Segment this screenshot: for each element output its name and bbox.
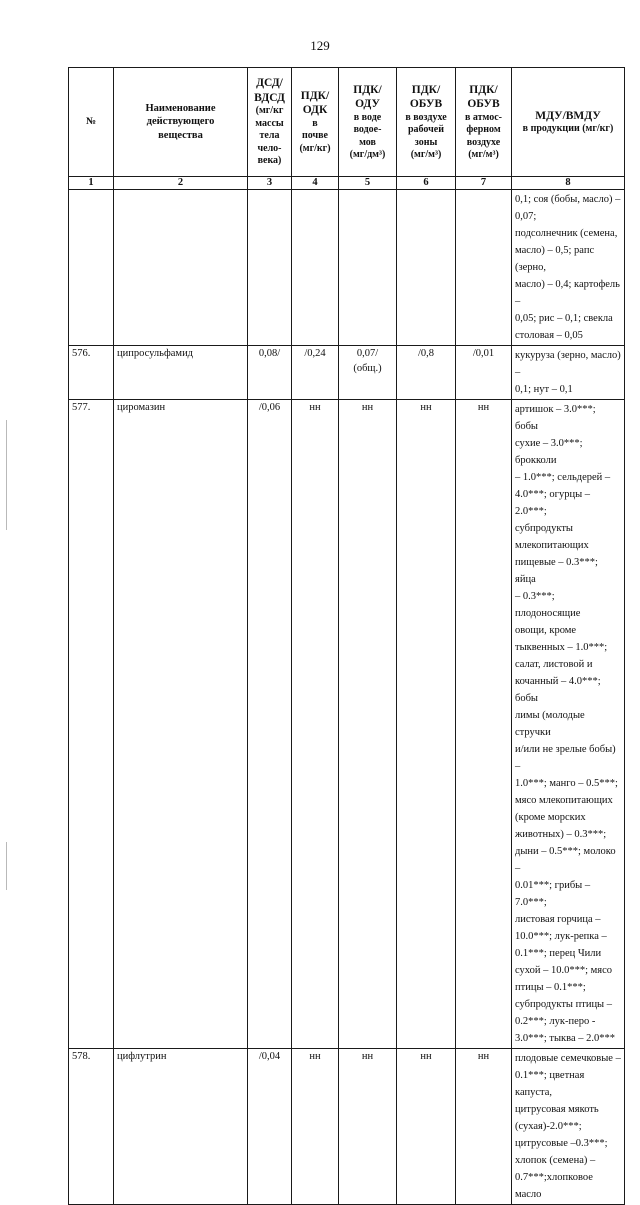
mdu-line: столовая – 0,05 xyxy=(515,330,583,342)
mdu-line: салат, листовой и xyxy=(515,659,593,671)
dsd-value: /0,04 xyxy=(248,1049,292,1205)
mdu-line: кочанный – 4.0***; бобы xyxy=(515,676,601,705)
mdu-line: дыни – 0.5***; молоко – xyxy=(515,846,616,875)
mdu-line: 0.01***; грибы – 7.0***; xyxy=(515,880,591,909)
dsd-value xyxy=(248,190,292,346)
pdk-water-note: (общ.) xyxy=(353,362,382,374)
mdu-line: и/или не зрелые бобы) – xyxy=(515,744,616,773)
mdu-line: сухие – 3.0***; брокколи xyxy=(515,438,583,467)
mdu-line: (кроме морских xyxy=(515,812,586,824)
mdu-line: овощи, кроме xyxy=(515,625,577,637)
column-number: 4 xyxy=(292,177,339,190)
page-number: 129 xyxy=(310,38,330,53)
mdu-line: цитрусовые –0.3***; xyxy=(515,1138,608,1150)
mdu-line: птицы – 0.1***; xyxy=(515,982,586,994)
mdu-line: артишок – 3.0***; бобы xyxy=(515,404,596,433)
header-mdu-products: МДУ/ВМДУ в продукции (мг/кг) xyxy=(512,68,625,177)
column-number: 1 xyxy=(69,177,114,190)
dsd-value: /0,06 xyxy=(248,400,292,1049)
column-number: 7 xyxy=(456,177,512,190)
mdu-line: 10.0***; лук-репка – xyxy=(515,931,607,943)
pdk-soil-value: нн xyxy=(292,1049,339,1205)
mdu-line: субпродукты птицы – xyxy=(515,999,612,1011)
pdk-atmospheric-air-value: нн xyxy=(456,1049,512,1205)
scan-edge-mark xyxy=(6,842,7,890)
mdu-line: 0.7***;хлопковое масло xyxy=(515,1172,593,1201)
column-number: 3 xyxy=(248,177,292,190)
header-pdk-soil: ПДК/ ОДК в почве (мг/кг) xyxy=(292,68,339,177)
dsd-value: 0,08/ xyxy=(248,346,292,400)
column-number: 2 xyxy=(114,177,248,190)
table-row xyxy=(69,346,625,400)
pdk-workzone-air-value: /0,8 xyxy=(397,346,456,400)
mdu-products-value xyxy=(512,1049,625,1205)
pdk-soil-value xyxy=(292,190,339,346)
mdu-line: 4.0***; огурцы – 2.0***; xyxy=(515,489,591,518)
mdu-products-value xyxy=(512,400,625,1049)
pdk-water-value: нн xyxy=(339,400,397,1049)
header-pdk-atmospheric-air: ПДК/ ОБУВ в атмос- ферном воздухе (мг/м³) xyxy=(456,68,512,177)
mdu-line: 0,1; соя (бобы, масло) – xyxy=(515,194,621,206)
mdu-line: – 0.3***; плодоносящие xyxy=(515,591,581,620)
scan-edge-mark xyxy=(6,420,7,530)
pdk-atmospheric-air-value: нн xyxy=(456,400,512,1049)
mdu-line: (сухая)-2.0***; xyxy=(515,1121,582,1133)
mdu-line: 0,1; нут – 0,1 xyxy=(515,384,573,396)
header-pdk-workzone-air: ПДК/ ОБУВ в воздухе рабочей зоны (мг/м³) xyxy=(397,68,456,177)
mdu-line: масло) – 0,5; рапс (зерно, xyxy=(515,245,595,274)
header-num: № xyxy=(69,68,114,177)
mdu-line: млекопитающих xyxy=(515,540,589,552)
pdk-water-value xyxy=(339,190,397,346)
substance-name: ципросульфамид xyxy=(114,346,248,400)
row-number: 576. xyxy=(69,346,114,400)
mdu-line: пищевые – 0.3***; яйца xyxy=(515,557,598,586)
mdu-line: сухой – 10.0***; мясо xyxy=(515,965,613,977)
mdu-line: 0,07; xyxy=(515,211,537,223)
pdk-water-value: 0,07/ (общ.) xyxy=(339,346,397,400)
mdu-line: подсолнечник (семена, xyxy=(515,228,618,240)
row-number xyxy=(69,190,114,346)
mdu-line: мясо млекопитающих xyxy=(515,795,613,807)
mdu-line: 0.1***; перец Чили xyxy=(515,948,602,960)
pdk-workzone-air-value xyxy=(397,190,456,346)
mdu-line: субпродукты xyxy=(515,523,573,535)
mdu-line: цитрусовая мякоть xyxy=(515,1104,599,1116)
row-number: 577. xyxy=(69,400,114,1049)
column-number: 6 xyxy=(397,177,456,190)
substance-name: циромазин xyxy=(114,400,248,1049)
pdk-workzone-air-value: нн xyxy=(397,1049,456,1205)
mdu-line: животных) – 0.3***; xyxy=(515,829,607,841)
substance-name: цифлутрин xyxy=(114,1049,248,1205)
pdk-soil-value: /0,24 xyxy=(292,346,339,400)
mdu-line: листовая горчица – xyxy=(515,914,601,926)
mdu-line: 0.2***; лук-перо - xyxy=(515,1016,596,1028)
pdk-soil-value: нн xyxy=(292,400,339,1049)
table-row xyxy=(69,1049,625,1205)
mdu-line: плодовые семечковые – xyxy=(515,1053,621,1065)
pdk-atmospheric-air-value: /0,01 xyxy=(456,346,512,400)
header-dsd: ДСД/ ВДСД (мг/кг массы тела чело- века) xyxy=(248,68,292,177)
column-number-row xyxy=(69,177,625,190)
mdu-line: 3.0***; тыква – 2.0*** xyxy=(515,1033,616,1045)
mdu-line: 0.1***; цветная капуста, xyxy=(515,1070,585,1099)
column-number: 5 xyxy=(339,177,397,190)
mdu-line: масло) – 0,4; картофель – xyxy=(515,279,620,308)
pdk-water-value: нн xyxy=(339,1049,397,1205)
mdu-line: тыквенных – 1.0***; xyxy=(515,642,608,654)
substance-name xyxy=(114,190,248,346)
mdu-line: – 1.0***; сельдерей – xyxy=(515,472,611,484)
column-number: 8 xyxy=(512,177,625,190)
mdu-line: лимы (молодые стручки xyxy=(515,710,585,739)
pdk-atmospheric-air-value xyxy=(456,190,512,346)
mdu-line: 0,05; рис – 0,1; свекла xyxy=(515,313,613,325)
header-substance-name: Наименование действующего вещества xyxy=(114,68,248,177)
row-number: 578. xyxy=(69,1049,114,1205)
hygiene-standards-table xyxy=(68,67,625,1205)
header-pdk-water: ПДК/ ОДУ в воде водое- мов (мг/дм³) xyxy=(339,68,397,177)
mdu-line: хлопок (семена) – xyxy=(515,1155,596,1167)
mdu-products-value xyxy=(512,346,625,400)
mdu-products-value xyxy=(512,190,625,346)
mdu-line: 1.0***; манго – 0.5***; xyxy=(515,778,618,790)
table-row xyxy=(69,400,625,1049)
pdk-workzone-air-value: нн xyxy=(397,400,456,1049)
mdu-line: кукуруза (зерно, масло) – xyxy=(515,350,621,379)
table-header-row xyxy=(69,68,625,177)
table-row xyxy=(69,190,625,346)
